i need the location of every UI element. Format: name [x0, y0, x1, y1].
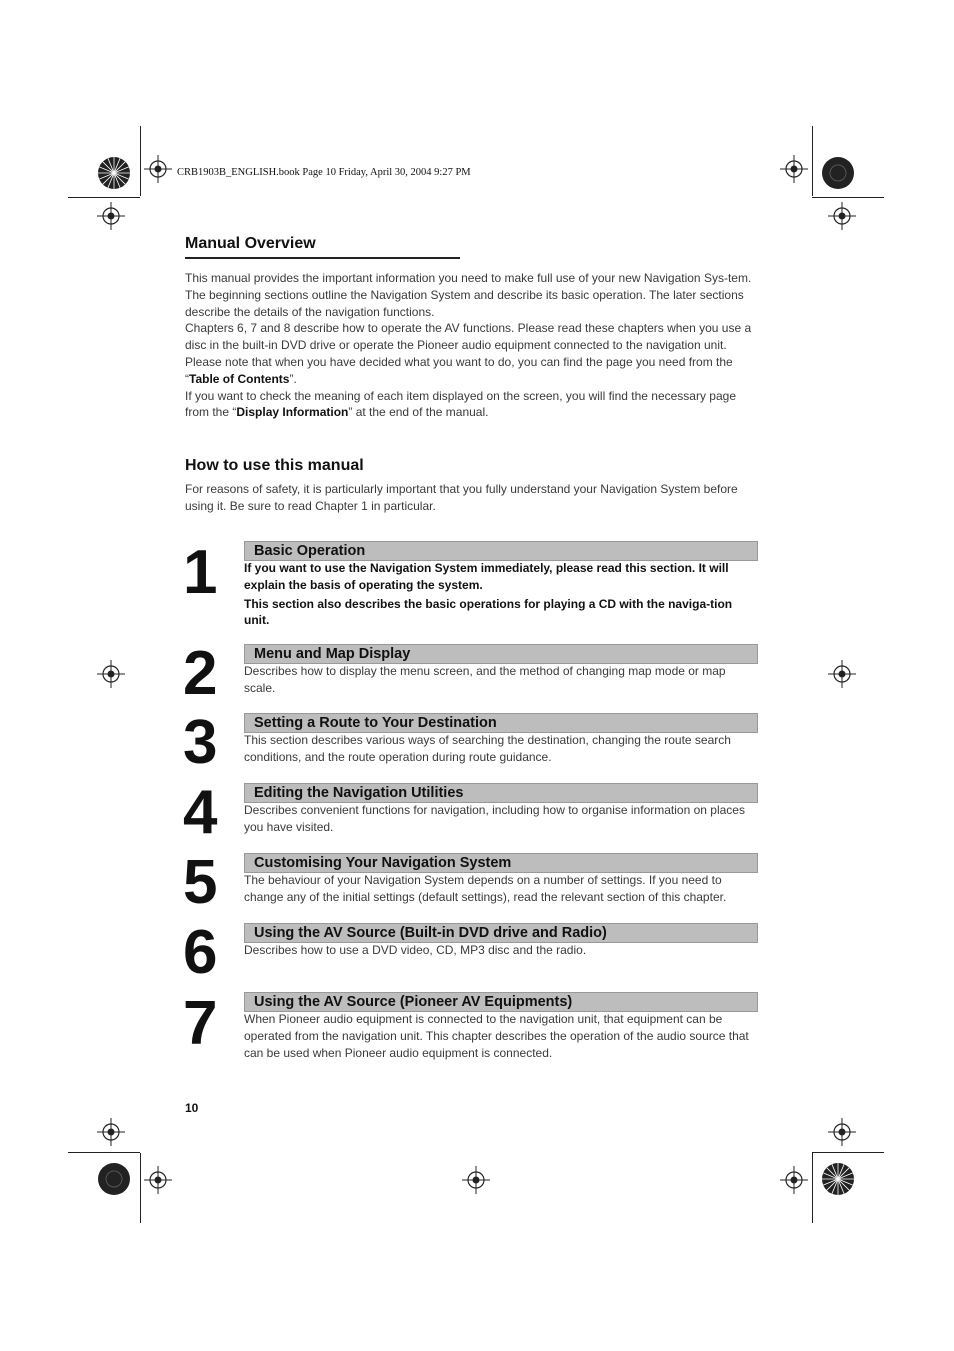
crosshair-mark-icon: [780, 155, 808, 183]
crop-line: [68, 197, 140, 198]
chapter-number: 7: [183, 989, 216, 1058]
chapter-title: Menu and Map Display: [254, 646, 411, 662]
chapter-title: Basic Operation: [254, 543, 366, 559]
chapter-number: 4: [183, 778, 216, 847]
chapter-description: If you want to use the Navigation System immediately, please read this section. It will explain the basis of operating the system. This section also describes the basic operations for playing a CD with the naviga-tion unit.: [244, 561, 733, 628]
paragraph: Chapters 6, 7 and 8 describe how to operate the AV functions. Please read these chapters when you use a disc in the built-in DVD drive or operate the Pioneer audio equipment connected to the navigation unit.: [185, 321, 752, 353]
crop-line: [812, 1153, 813, 1223]
chapter-title-bar: [244, 644, 758, 664]
crop-line: [140, 126, 141, 196]
chapter-number: 3: [183, 708, 216, 777]
crosshair-mark-icon: [828, 202, 856, 230]
chapter-description: Describes convenient functions for navigation, including how to organise information on places you have visited.: [244, 803, 745, 834]
starburst-mark-icon: [821, 1162, 855, 1196]
crop-line: [812, 197, 884, 198]
chapter-title: Customising Your Navigation System: [254, 855, 512, 871]
starburst-mark-icon: [821, 156, 855, 190]
paragraph: This manual provides the important information you need to make full use of your new Navigation Sys-tem. The beginning sections outline the Navigation System and describe its basic operation. The later sections describe the details of the navigation functions.: [185, 271, 752, 319]
how-to-use-body: For reasons of safety, it is particularly important that you fully understand your Navigation System before using it. Be sure to read Chapter 1 in particular.: [185, 482, 738, 513]
starburst-mark-icon: [97, 156, 131, 190]
crosshair-mark-icon: [828, 1118, 856, 1146]
print-header: CRB1903B_ENGLISH.book Page 10 Friday, April 30, 2004 9:27 PM: [177, 167, 471, 178]
section-title-manual-overview: Manual Overview: [185, 235, 316, 252]
chapter-title-bar: [244, 783, 758, 803]
crosshair-mark-icon: [144, 155, 172, 183]
crosshair-mark-icon: [144, 1166, 172, 1194]
section-title-how-to-use: How to use this manual: [185, 457, 364, 474]
chapter-description: Describes how to use a DVD video, CD, MP3 disc and the radio.: [244, 943, 587, 957]
chapter-number: 2: [183, 639, 216, 708]
chapter-number: 1: [183, 538, 216, 607]
chapter-title-bar: [244, 992, 758, 1012]
chapter-title-bar: [244, 713, 758, 733]
chapter-number: 6: [183, 918, 216, 987]
chapter-title: Using the AV Source (Built-in DVD drive and Radio): [254, 925, 607, 941]
chapter-title-bar: [244, 541, 758, 561]
chapter-title-bar: [244, 923, 758, 943]
crosshair-mark-icon: [780, 1166, 808, 1194]
chapter-title: Using the AV Source (Pioneer AV Equipments): [254, 994, 573, 1010]
chapter-description: This section describes various ways of searching the destination, changing the route search conditions, and the route operation during route guidance.: [244, 733, 731, 764]
paragraph: Please note that when you have decided what you want to do, you can find the page you need from the “Table of Contents”.: [185, 354, 733, 386]
crop-line: [812, 1152, 884, 1153]
chapter-title: Editing the Navigation Utilities: [254, 785, 464, 801]
crosshair-mark-icon: [97, 202, 125, 230]
chapter-description: The behaviour of your Navigation System depends on a number of settings. If you need to change any of the initial settings (default settings), read the relevant section of this chapter.: [244, 873, 727, 904]
crop-line: [68, 1152, 140, 1153]
crosshair-mark-icon: [97, 660, 125, 688]
table-of-contents-ref: Table of Contents: [189, 371, 290, 386]
page-number: 10: [185, 1101, 199, 1115]
chapter-description: When Pioneer audio equipment is connected to the navigation unit, that equipment can be operated from the navigation unit. This chapter describes the operation of the audio source that can be used when Pioneer audio equipment is connected.: [244, 1012, 749, 1060]
chapter-number: 5: [183, 848, 216, 917]
crosshair-mark-icon: [97, 1118, 125, 1146]
title-underline: [185, 257, 460, 259]
starburst-mark-icon: [97, 1162, 131, 1196]
display-information-ref: Display Information: [236, 405, 349, 420]
crop-line: [812, 126, 813, 196]
chapter-title: Setting a Route to Your Destination: [254, 715, 497, 731]
crop-line: [140, 1153, 141, 1223]
paragraph: If you want to check the meaning of each item displayed on the screen, you will find the necessary page from the “Display Information” at the end of the manual.: [185, 388, 736, 420]
crosshair-mark-icon: [462, 1166, 490, 1194]
manual-overview-body: [185, 270, 757, 421]
chapter-description: Describes how to display the menu screen, and the method of changing map mode or map scale.: [244, 664, 726, 695]
crosshair-mark-icon: [828, 660, 856, 688]
chapter-title-bar: [244, 853, 758, 873]
